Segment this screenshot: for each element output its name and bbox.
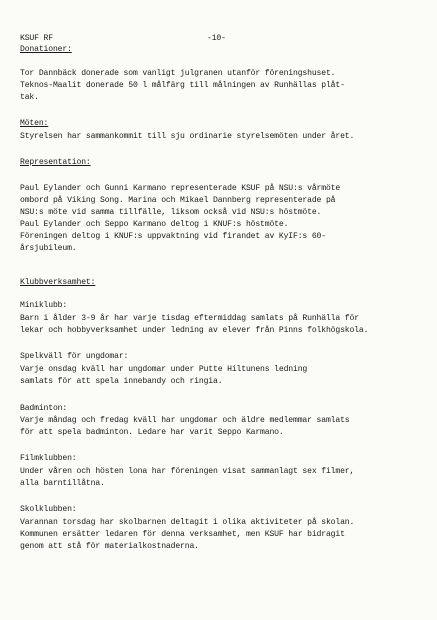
page-number: -10-	[207, 34, 226, 43]
text-line: ombord på Viking Song. Marina och Mikael Dannberg representerade på	[20, 196, 336, 205]
text-line: Kommunen ersätter ledaren för denna verksamhet, men KSUF har bidragit	[20, 530, 345, 539]
subsection-heading: Filmklubben:	[20, 454, 77, 463]
text-line: Föreningen deltog i KNUF:s uppvaktning vid firandet av KyIF:s 60-	[20, 232, 326, 241]
header-left: KSUF RF	[20, 34, 53, 43]
text-line: samlats för att spela innebandy och ringia.	[20, 377, 223, 386]
section-heading-representation: Representation:	[20, 158, 91, 167]
subsection-heading: Skolklubben:	[20, 505, 77, 514]
section-heading-klubbverksamhet: Klubbverksamhet:	[20, 278, 96, 287]
text-line: Tor Dannbäck donerade som vanligt julgranen utanför föreningshuset.	[20, 69, 336, 78]
text-line: alla barntillåtna.	[20, 479, 105, 488]
text-line: Under våren och hösten lona har föreningen visat sammanlagt sex filmer,	[20, 467, 355, 476]
text-line: årsjubileum.	[20, 244, 77, 253]
text-line: Styrelsen har sammankommit till sju ordinarie styrelsemöten under året.	[20, 132, 355, 141]
text-line: för att spela badminton. Ledare har varit Seppo Karmano.	[20, 428, 284, 437]
text-line: Barn i ålder 3-9 år har varje tisdag eftermiddag samlats på Runhälla för	[20, 314, 359, 323]
text-line: Paul Eylander och Gunni Karmano representerade KSUF på NSU:s vårmöte	[20, 184, 341, 193]
text-line: Teknos-Maalit donerade 50 l målfärg till målningen av Runhällas plåt-	[20, 81, 345, 90]
text-line: NSU:s möte vid samma tillfälle, liksom också vid NSU:s höstmöte.	[20, 208, 322, 217]
section-heading-moten: Möten:	[20, 119, 49, 128]
text-line: Varannan torsdag har skolbarnen deltagit i olika aktiviteter på skolan.	[20, 518, 355, 527]
text-line: Varje måndag och fredag kväll har ungdomar och äldre medlemmar samlats	[20, 416, 350, 425]
text-line: Varje onsdag kväll har ungdomar under Putte Hiltunens ledning	[20, 365, 308, 374]
text-line: tak.	[20, 93, 39, 102]
text-line: Paul Eylander och Seppo Karmano deltog i KNUF:s höstmöte.	[20, 220, 289, 229]
subsection-heading: Miniklubb:	[20, 301, 68, 310]
text-line: genom att stå för materialkostnaderna.	[20, 542, 199, 551]
subsection-heading: Badminton:	[20, 404, 68, 413]
text-line: lekar och hobbyverksamhet under ledning av elever från Pinns folkhögskola.	[20, 326, 369, 335]
subsection-heading: Spelkväll för ungdomar:	[20, 352, 129, 361]
section-heading-donationer: Donationer:	[20, 45, 72, 54]
